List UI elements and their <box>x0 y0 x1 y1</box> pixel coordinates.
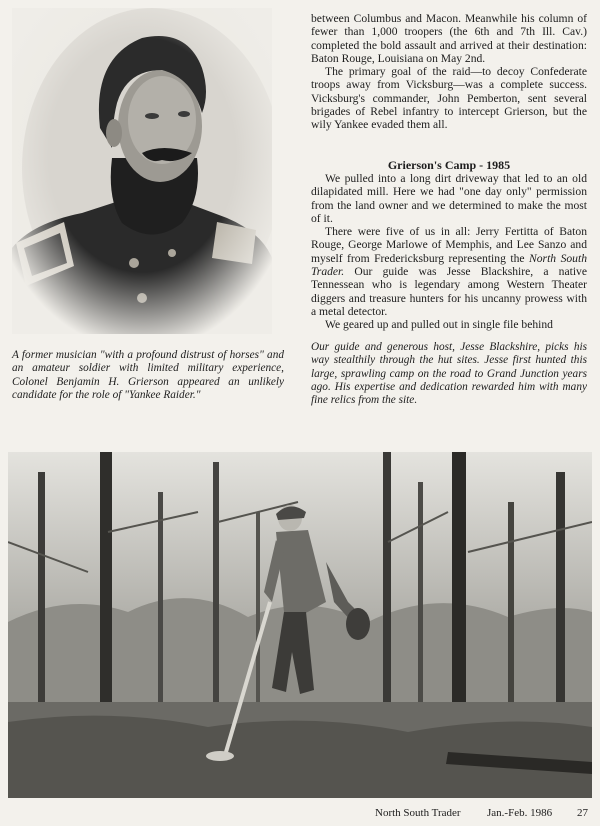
article-paragraph: We pulled into a long dirt driveway that led to an old dilapidated mill. Here we had "one day only" permission from the land owner and we determined to make the most of it. <box>311 172 587 225</box>
photo-caption: Our guide and generous host, Jesse Blackshire, picks his way stealthily through the hut sites. Jesse first hunted this large, sprawling camp on the road to Grand Junction years ago. His expertise and dedication rewarded him with many fine relics from the site. <box>311 341 587 407</box>
section-heading: Grierson's Camp - 1985 <box>387 158 511 172</box>
publication-name: North South Trader. <box>311 251 587 279</box>
bearded-officer-portrait-icon <box>12 8 272 334</box>
article-column-bottom <box>311 172 587 332</box>
footer-issue: Jan.-Feb. 1986 <box>487 807 553 819</box>
article-paragraph: We geared up and pulled out in single file behind <box>325 318 553 332</box>
article-column-top <box>311 12 587 132</box>
article-paragraph: between Columbus and Macon. Meanwhile his column of fewer than 1,000 troopers (the 6th and 7th Ill. Cav.) completed the bold assault and arrived at their destination: Baton Rouge, Louisiana on May 2nd. <box>311 12 587 65</box>
footer-publication: North South Trader <box>375 807 461 819</box>
relic-hunter-in-woods-icon <box>8 452 592 798</box>
article-paragraph: The primary goal of the raid—to decoy Confederate troops away from Vicksburg—was a complete success. Vicksburg's commander, John Pemberton, sent several brigades of Rebel infantry to intercept Grierson, but the wily Yankee evaded them all. <box>311 65 587 132</box>
article-text: There were five of us in all: Jerry Fertitta of Baton Rouge, George Marlowe of Memphis, and Lee Sanzo and myself from Fredericksburg representing the <box>311 225 587 265</box>
article-paragraph <box>311 225 587 318</box>
grierson-portrait-photo <box>12 8 272 334</box>
portrait-caption: A former musician "with a profound distrust of horses" and an amateur soldier with limited military experience, Colonel Benjamin H. Grierson appeared an unlikely candidate for the role of "Yankee Raider." <box>12 349 284 401</box>
woods-photo <box>8 452 592 798</box>
article-text: Our guide was Jesse Blackshire, a native Tennessean who is legendary among Western Theater diggers and treasure hunters for his uncanny prowess with a metal detector. <box>311 265 587 318</box>
page-number: 27 <box>577 807 588 819</box>
